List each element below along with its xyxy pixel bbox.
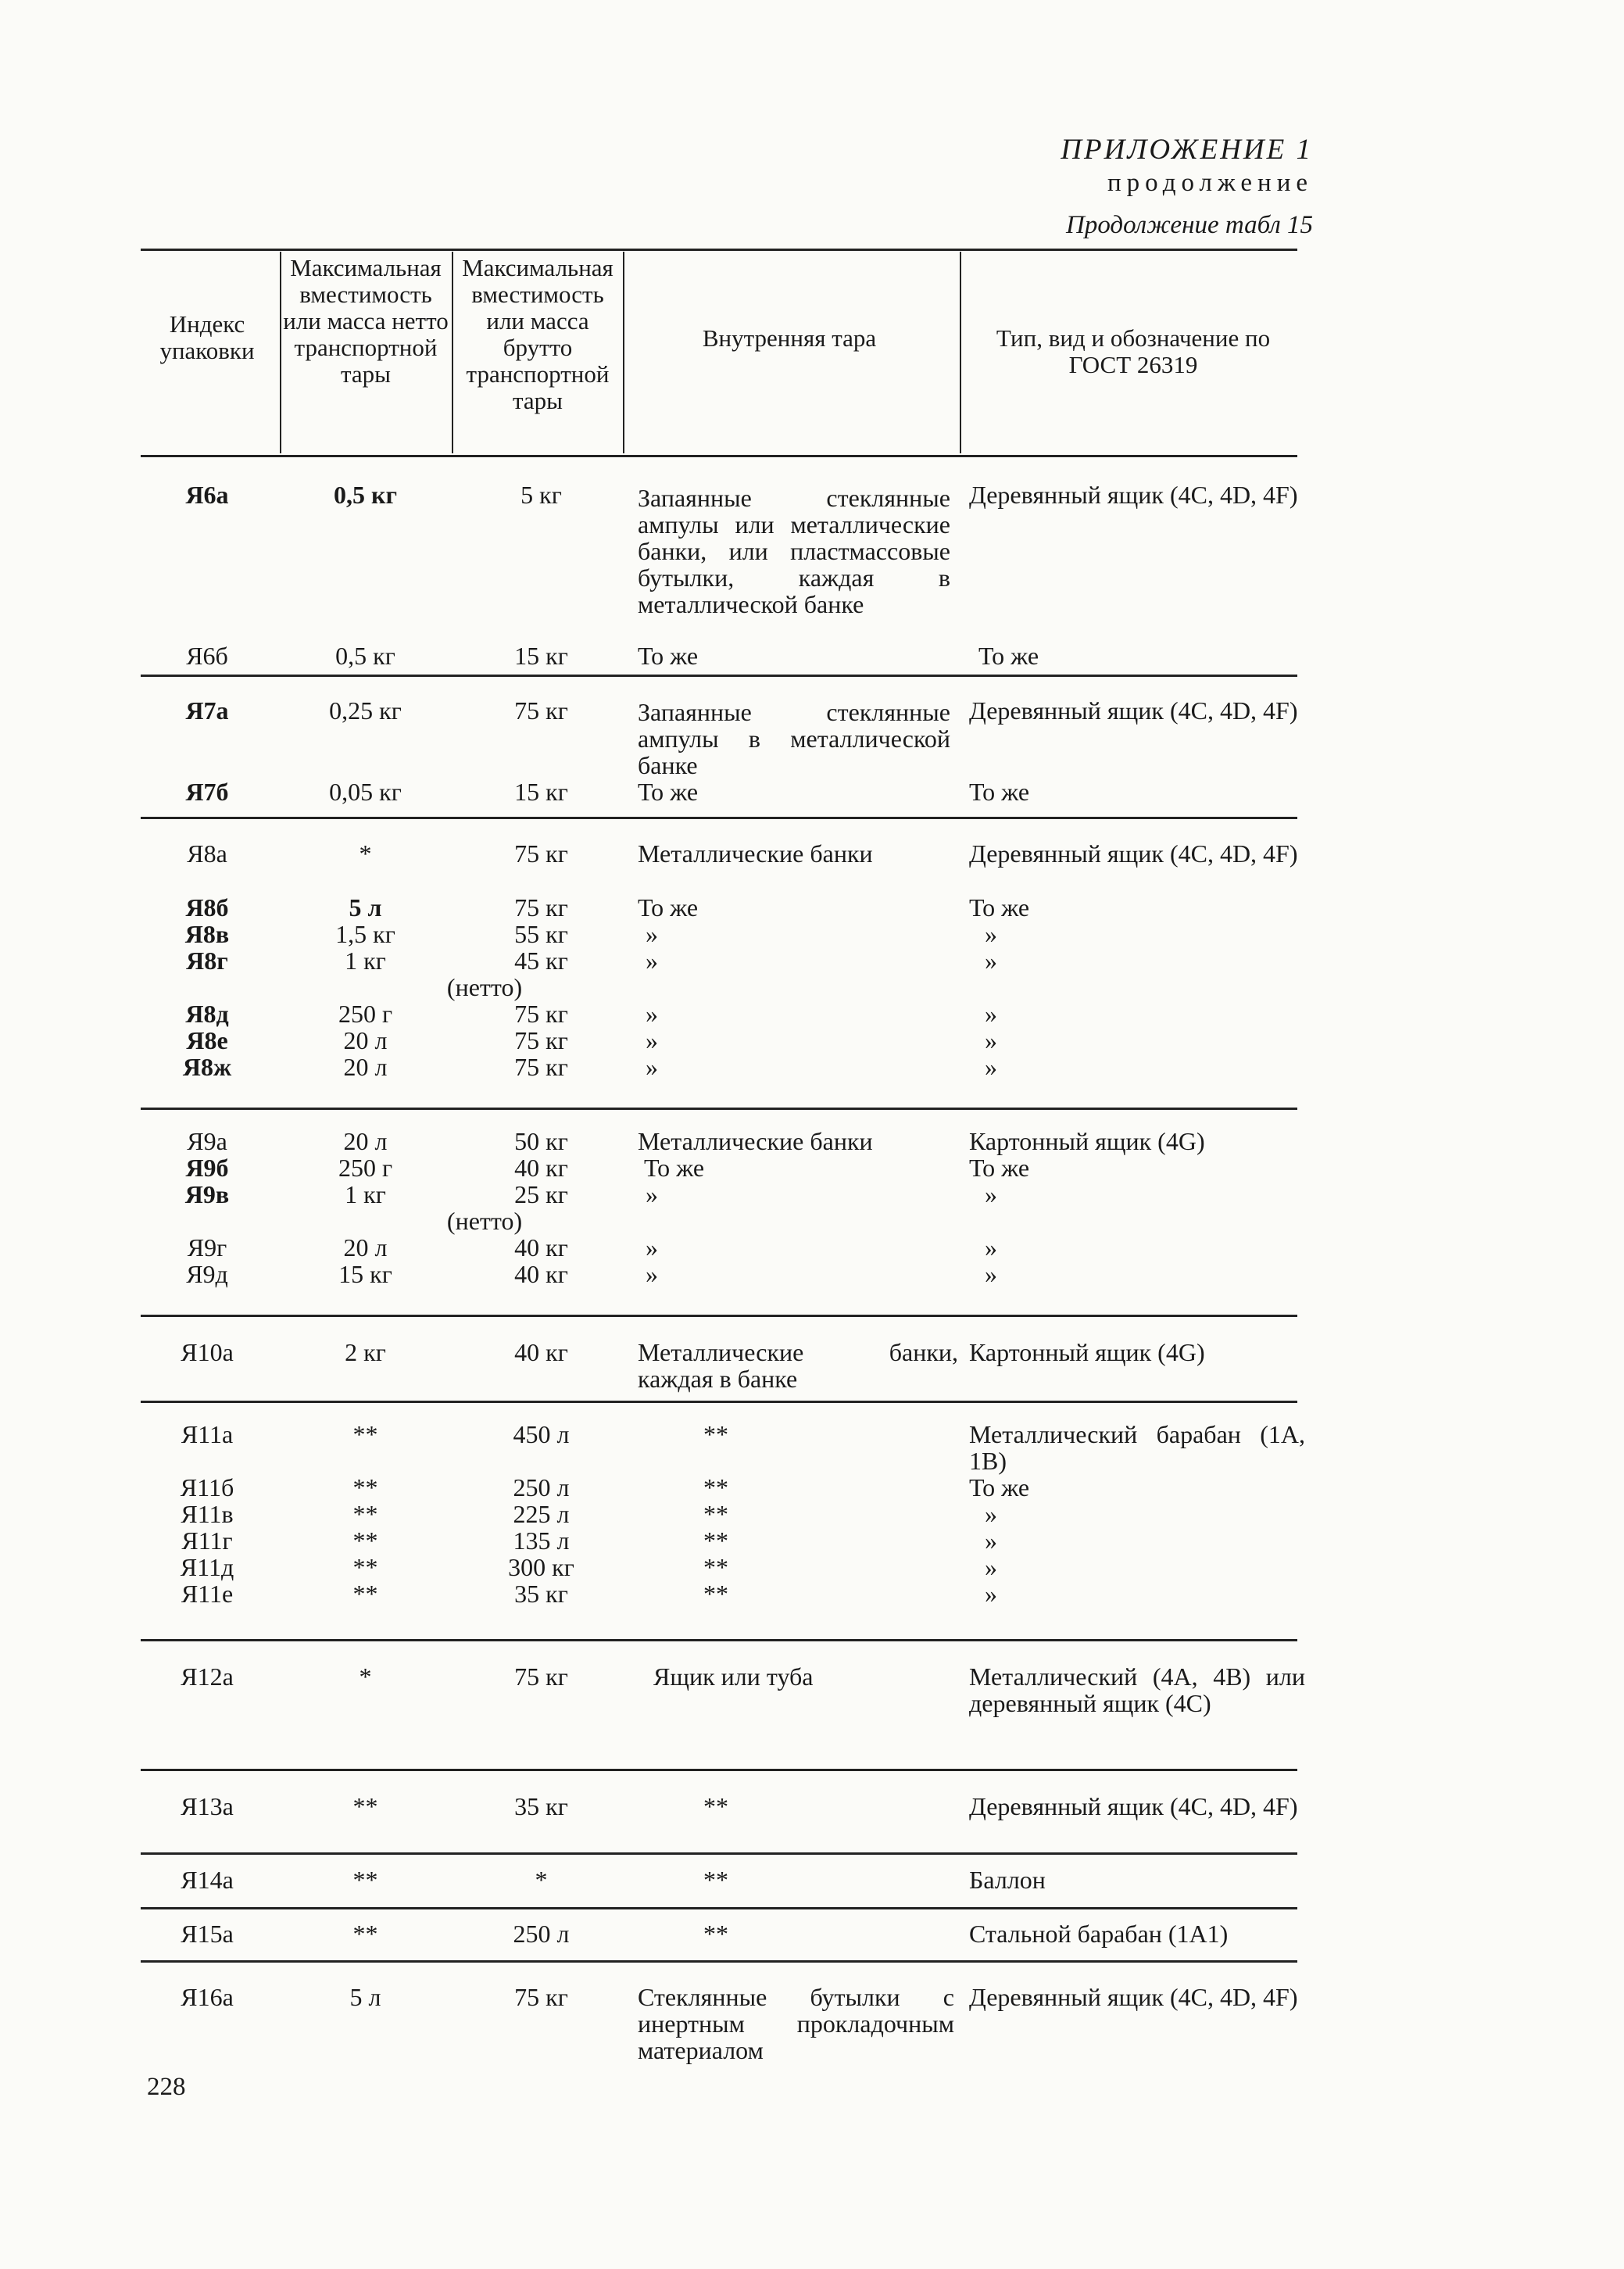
cell-index: Я8е — [186, 1026, 228, 1054]
cell-type: То же — [978, 642, 1039, 670]
cell-inner: ** — [703, 1526, 728, 1555]
cell-max-net: 20 л — [343, 1053, 388, 1081]
page-number: 228 — [147, 2073, 186, 2101]
column-header-max-gross: Максимальная вместимость или масса брутто транспортной тары — [462, 254, 613, 414]
column-header-max-net: Максимальная вместимость или масса нетто транспортной тары — [283, 254, 449, 388]
cell-inner: ** — [703, 1580, 728, 1608]
cell-type: Деревянный ящик (4С, 4D, 4F) — [969, 696, 1298, 725]
column-divider — [623, 252, 624, 453]
cell-max-gross: 15 кг — [514, 778, 568, 806]
cell-type: » — [985, 1580, 997, 1608]
column-header-index: Индекс упаковки — [159, 310, 255, 364]
cell-inner: » — [646, 947, 658, 975]
cell-inner: ** — [703, 1920, 728, 1948]
cell-type: То же — [969, 778, 1030, 806]
group-separator — [141, 675, 1297, 677]
cell-max-net: ** — [352, 1866, 378, 1894]
cell-max-net: 5 л — [349, 893, 382, 922]
cell-max-net: 0,5 кг — [334, 481, 397, 509]
cell-type: Картонный ящик (4G) — [969, 1127, 1205, 1155]
column-header-inner: Внутренняя тара — [702, 324, 877, 352]
cell-inner: » — [646, 920, 658, 948]
cell-index: Я7а — [185, 696, 229, 725]
cell-max-net: 0,05 кг — [329, 778, 402, 806]
cell-type: » — [985, 1233, 997, 1262]
cell-index: Я8д — [185, 1000, 229, 1028]
cell-max-net: 250 г — [338, 1000, 393, 1028]
cell-index: Я9д — [186, 1260, 228, 1288]
cell-max-gross: 40 кг — [514, 1154, 568, 1182]
group-separator — [141, 1315, 1297, 1317]
cell-index: Я6б — [186, 642, 228, 670]
cell-type: Деревянный ящик (4С, 4D, 4F) — [969, 481, 1298, 509]
cell-type: » — [985, 920, 997, 948]
cell-type: Картонный ящик (4G) — [969, 1338, 1205, 1366]
cell-index: Я10а — [181, 1338, 234, 1366]
cell-max-gross: 40 кг — [514, 1233, 568, 1262]
cell-type: » — [985, 1053, 997, 1081]
cell-index: Я9а — [187, 1127, 227, 1155]
cell-max-gross: 75 кг — [514, 1026, 568, 1054]
column-divider — [452, 252, 453, 453]
cell-index: Я11в — [181, 1500, 234, 1528]
cell-type: » — [985, 1526, 997, 1555]
cell-type: Деревянный ящик (4С, 4D, 4F) — [969, 839, 1298, 868]
cell-max-net: ** — [352, 1526, 378, 1555]
column-header-type: Тип, вид и обозначение по ГОСТ 26319 — [996, 324, 1271, 378]
cell-max-gross: 75 кг — [514, 1000, 568, 1028]
cell-max-gross: 45 кг — [514, 947, 568, 975]
cell-max-net: * — [359, 839, 372, 868]
group-separator — [141, 1401, 1297, 1403]
cell-max-net: 2 кг — [345, 1338, 386, 1366]
cell-max-net: 15 кг — [338, 1260, 392, 1288]
cell-inner: ** — [703, 1473, 728, 1501]
cell-inner: ** — [703, 1792, 728, 1820]
cell-max-gross: 40 кг — [514, 1260, 568, 1288]
cell-max-net: 5 л — [349, 1983, 381, 2011]
cell-max-gross: * — [535, 1866, 548, 1894]
cell-max-gross: 25 кг — [514, 1180, 568, 1208]
group-separator — [141, 817, 1297, 819]
cell-max-gross: 75 кг — [514, 1053, 568, 1081]
cell-inner: Запаянные стеклянные ампулы или металлические банки, или пластмассовые бутылки, каждая в металлической банке — [638, 484, 950, 618]
cell-inner: То же — [638, 778, 699, 806]
cell-type: Металлический (4А, 4В) или деревянный ящик (4С) — [969, 1662, 1305, 1717]
cell-type: Деревянный ящик (4С, 4D, 4F) — [969, 1792, 1298, 1820]
cell-index: Я8а — [187, 839, 227, 868]
cell-max-gross: 75 кг — [514, 1662, 568, 1691]
cell-type: » — [985, 1000, 997, 1028]
cell-max-net: 1 кг — [345, 947, 386, 975]
cell-max-gross: 75 кг — [514, 839, 568, 868]
group-separator — [141, 1769, 1297, 1771]
column-divider — [960, 252, 961, 453]
cell-index: Я9в — [184, 1180, 230, 1208]
cell-index: Я8ж — [182, 1053, 232, 1081]
cell-max-net: ** — [352, 1420, 378, 1448]
cell-type: То же — [969, 1473, 1030, 1501]
cell-max-net: 0,25 кг — [329, 696, 402, 725]
cell-index: Я15а — [181, 1920, 234, 1948]
cell-index: Я11г — [181, 1526, 233, 1555]
cell-max-gross: 135 л — [513, 1526, 570, 1555]
cell-type: » — [985, 1180, 997, 1208]
cell-type: Баллон — [969, 1866, 1046, 1894]
continuation-label: продолжение — [1107, 169, 1313, 197]
cell-max-net: 1,5 кг — [335, 920, 395, 948]
cell-max-net: 20 л — [343, 1127, 388, 1155]
cell-max-gross: 15 кг — [514, 642, 568, 670]
cell-index: Я11д — [180, 1553, 234, 1581]
column-divider — [280, 252, 281, 453]
cell-max-net: ** — [352, 1553, 378, 1581]
cell-max-net: 0,5 кг — [335, 642, 395, 670]
cell-inner: » — [646, 1260, 658, 1288]
cell-inner: » — [646, 1180, 658, 1208]
cell-inner: ** — [703, 1866, 728, 1894]
cell-max-net: ** — [352, 1580, 378, 1608]
cell-inner: ** — [703, 1500, 728, 1528]
group-separator — [141, 1960, 1297, 1963]
cell-index: Я11а — [181, 1420, 234, 1448]
cell-index: Я11б — [180, 1473, 234, 1501]
cell-type: » — [985, 947, 997, 975]
cell-max-gross: 300 кг — [508, 1553, 574, 1581]
cell-max-net: 20 л — [343, 1026, 388, 1054]
cell-index: Я12а — [181, 1662, 234, 1691]
appendix-title: ПРИЛОЖЕНИЕ 1 — [1061, 134, 1313, 166]
cell-type: » — [985, 1553, 997, 1581]
cell-max-gross: 50 кг — [514, 1127, 568, 1155]
cell-index: Я11е — [181, 1580, 234, 1608]
cell-index: Я14а — [181, 1866, 234, 1894]
group-separator — [141, 1907, 1297, 1909]
cell-index: Я13а — [181, 1792, 234, 1820]
cell-inner: То же — [638, 893, 699, 922]
cell-index: Я6а — [185, 481, 229, 509]
cell-max-gross: 35 кг — [514, 1792, 568, 1820]
cell-type: Стальной барабан (1А1) — [969, 1920, 1229, 1948]
cell-type: » — [985, 1026, 997, 1054]
cell-max-gross: 75 кг — [514, 893, 568, 922]
cell-net-note: (нетто) — [446, 973, 523, 1001]
cell-inner: Металлические банки, каждая в банке — [638, 1338, 958, 1393]
table-continuation-label: Продолжение табл 15 — [1066, 211, 1313, 239]
cell-inner: » — [646, 1026, 658, 1054]
cell-max-gross: 225 л — [513, 1500, 570, 1528]
cell-inner: Ящик или туба — [653, 1662, 814, 1691]
cell-inner: Стеклянные бутылки с инертным прокладочным материалом — [638, 1983, 954, 2064]
cell-type: То же — [969, 1154, 1030, 1182]
cell-max-net: 250 г — [338, 1154, 393, 1182]
cell-max-gross: 250 л — [513, 1473, 570, 1501]
group-separator — [141, 1852, 1297, 1855]
cell-max-net: 20 л — [343, 1233, 388, 1262]
cell-max-gross: 55 кг — [514, 920, 568, 948]
cell-inner: ** — [703, 1553, 728, 1581]
cell-index: Я8в — [184, 920, 230, 948]
cell-max-net: * — [359, 1662, 372, 1691]
cell-max-net: ** — [352, 1473, 378, 1501]
cell-inner: Запаянные стеклянные ампулы в металлической банке — [638, 698, 950, 779]
cell-type: » — [985, 1500, 997, 1528]
cell-index: Я9г — [187, 1233, 227, 1262]
cell-max-gross: 75 кг — [514, 696, 568, 725]
cell-index: Я9б — [185, 1154, 229, 1182]
table-top-rule — [141, 249, 1297, 251]
cell-net-note: (нетто) — [446, 1207, 523, 1235]
cell-max-net: ** — [352, 1920, 378, 1948]
cell-max-net: ** — [352, 1792, 378, 1820]
cell-max-gross: 35 кг — [514, 1580, 568, 1608]
cell-index: Я16а — [181, 1983, 234, 2011]
cell-max-net: 1 кг — [345, 1180, 386, 1208]
cell-type: » — [985, 1260, 997, 1288]
cell-type: Деревянный ящик (4С, 4D, 4F) — [969, 1983, 1298, 2011]
cell-max-net: ** — [352, 1500, 378, 1528]
cell-type: То же — [969, 893, 1030, 922]
cell-inner: Металлические банки — [638, 839, 873, 868]
group-separator — [141, 1108, 1297, 1110]
cell-inner: Металлические банки — [638, 1127, 873, 1155]
cell-index: Я8б — [185, 893, 229, 922]
cell-max-gross: 75 кг — [514, 1983, 568, 2011]
cell-inner: То же — [638, 642, 699, 670]
cell-type: Металлический барабан (1А, 1В) — [969, 1420, 1305, 1475]
cell-inner: ** — [703, 1420, 728, 1448]
cell-index: Я7б — [185, 778, 229, 806]
cell-max-gross: 5 кг — [520, 481, 562, 509]
cell-inner: » — [646, 1053, 658, 1081]
cell-max-gross: 40 кг — [514, 1338, 568, 1366]
cell-max-gross: 450 л — [513, 1420, 570, 1448]
cell-max-gross: 250 л — [513, 1920, 570, 1948]
group-separator — [141, 1639, 1297, 1641]
cell-inner: » — [646, 1233, 658, 1262]
cell-index: Я8г — [186, 947, 228, 975]
cell-inner: » — [646, 1000, 658, 1028]
cell-inner: То же — [644, 1154, 705, 1182]
header-bottom-rule — [141, 455, 1297, 457]
